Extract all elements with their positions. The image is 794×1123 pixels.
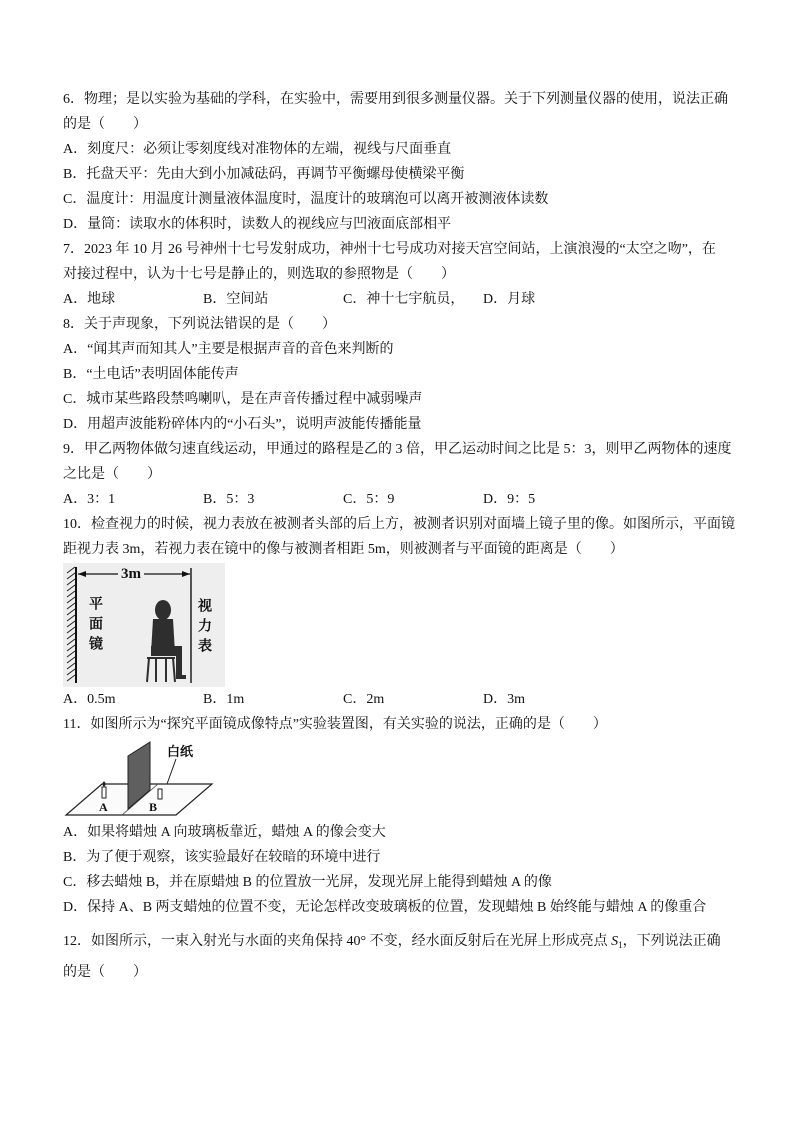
- person-lower-legs: [176, 655, 182, 677]
- q12-stem-line-1: [63, 929, 721, 954]
- q8-option-d: D．用超声波能粉碎体内的“小石头”，说明声波能传播能量: [63, 417, 422, 432]
- q12-point-symbol: S: [611, 934, 619, 949]
- q10-option-b: B．1m: [203, 692, 245, 707]
- q11-option-c: C．移去蜡烛 B，并在原蜡烛 B 的位置放一光屏，发现光屏上能得到蜡烛 A 的像: [63, 875, 552, 890]
- q10-option-c: C．2m: [343, 692, 385, 707]
- candle-b-label: B: [149, 800, 158, 814]
- q12-stem-before: 12．如图所示，一束入射光与水面的夹角保持 40° 不变，经水面反射后在光屏上形成亮点: [63, 934, 612, 949]
- q8-stem: 8．关于声现象，下列说法错误的是（ ）: [63, 317, 336, 332]
- q9-option-a: A．3：1: [63, 492, 116, 507]
- q6-option-c: C．温度计：用温度计测量液体温度时，温度计的玻璃泡可以离开被测液体读数: [63, 192, 549, 207]
- q10-stem-line-1: 10．检查视力的时候，视力表放在被测者头部的后上方，被测者识别对面墙上镜子里的像。如图所示，平面镜: [63, 517, 735, 532]
- mirror-label: 平面镜: [87, 596, 102, 656]
- q11-stem: 11．如图所示为“探究平面镜成像特点”实验装置图，有关实验的说法，正确的是（ ）: [63, 717, 607, 732]
- person-head: [155, 600, 171, 620]
- q10-options-row: [63, 687, 703, 712]
- q6-stem-line-1: 6．物理；是以实验为基础的学科，在实验中，需要用到很多测量仪器。关于下列测量仪器的使用，说法正确: [63, 92, 728, 107]
- q7-options-row: [63, 287, 703, 312]
- q7-option-a: A．地球: [63, 292, 116, 307]
- white-paper-label: 白纸: [167, 744, 194, 759]
- q11-option-d: D．保持 A、B 两支蜡烛的位置不变，无论怎样改变玻璃板的位置，发现蜡烛 B 始终能与蜡烛 A 的像重合: [63, 900, 707, 915]
- candle-a-flame: [103, 782, 106, 787]
- q9-option-c: C．5：9: [343, 492, 395, 507]
- q6-option-b: B．托盘天平：先由大到小加减砝码，再调节平衡螺母使横梁平衡: [63, 167, 465, 182]
- paper-label-leader: [167, 759, 176, 784]
- candle-b: [158, 789, 162, 799]
- q6-option-a: A．刻度尺：必须让零刻度线对准物体的左端，视线与尺面垂直: [63, 142, 452, 157]
- eye-chart-label: 视力表: [196, 598, 211, 658]
- q12-stem-after: ，下列说法正确: [622, 934, 721, 949]
- candle-a: [102, 787, 106, 798]
- q9-option-b: B．5：3: [203, 492, 255, 507]
- q8-option-a: A．“闻其声而知其人”主要是根据声音的音色来判断的: [63, 342, 394, 357]
- q6-stem-line-2: 的是（ ）: [63, 117, 147, 132]
- q12-stem-line-2: 的是（ ）: [63, 965, 147, 980]
- q10-option-a: A．0.5m: [63, 692, 116, 707]
- candle-a-label: A: [99, 800, 108, 814]
- q7-option-d: D．月球: [483, 292, 536, 307]
- distance-label: 3m: [118, 566, 144, 582]
- q7-stem-line-1: 7．2023 年 10 月 26 号神州十七号发射成功，神州十七号成功对接天宫空间站，上演浪漫的“太空之吻”，在: [63, 242, 716, 257]
- q6-option-d: D．量筒：读取水的体积时，读数人的视线应与凹液面底部相平: [63, 217, 452, 232]
- q12-point-subscript: 1: [618, 940, 623, 950]
- q9-options-row: [63, 487, 703, 512]
- q7-option-c: C．神十七宇航员，: [343, 292, 465, 307]
- person-thighs: [151, 646, 182, 656]
- q9-stem-line-1: 9．甲乙两物体做匀速直线运动，甲通过的路程是乙的 3 倍，甲乙运动时间之比是 5：3，则甲乙两物体的速度: [63, 442, 732, 457]
- q8-option-c: C．城市某些路段禁鸣喇叭，是在声音传播过程中减弱噪声: [63, 392, 423, 407]
- q10-option-d: D．3m: [483, 692, 525, 707]
- q9-stem-line-2: 之比是（ ）: [63, 467, 161, 482]
- q8-option-b: B．“土电话”表明固体能传声: [63, 367, 239, 382]
- q7-option-b: B．空间站: [203, 292, 269, 307]
- person-feet: [176, 675, 186, 679]
- q11-option-a: A．如果将蜡烛 A 向玻璃板靠近，蜡烛 A 的像会变大: [63, 825, 386, 840]
- q11-option-b: B．为了便于观察，该实验最好在较暗的环境中进行: [63, 850, 381, 865]
- q10-stem-line-2: 距视力表 3m，若视力表在镜中的像与被测者相距 5m，则被测者与平面镜的距离是（ ）: [63, 542, 624, 557]
- q7-stem-line-2: 对接过程中，认为十七号是静止的，则选取的参照物是（ ）: [63, 267, 455, 282]
- q9-option-d: D．9：5: [483, 492, 536, 507]
